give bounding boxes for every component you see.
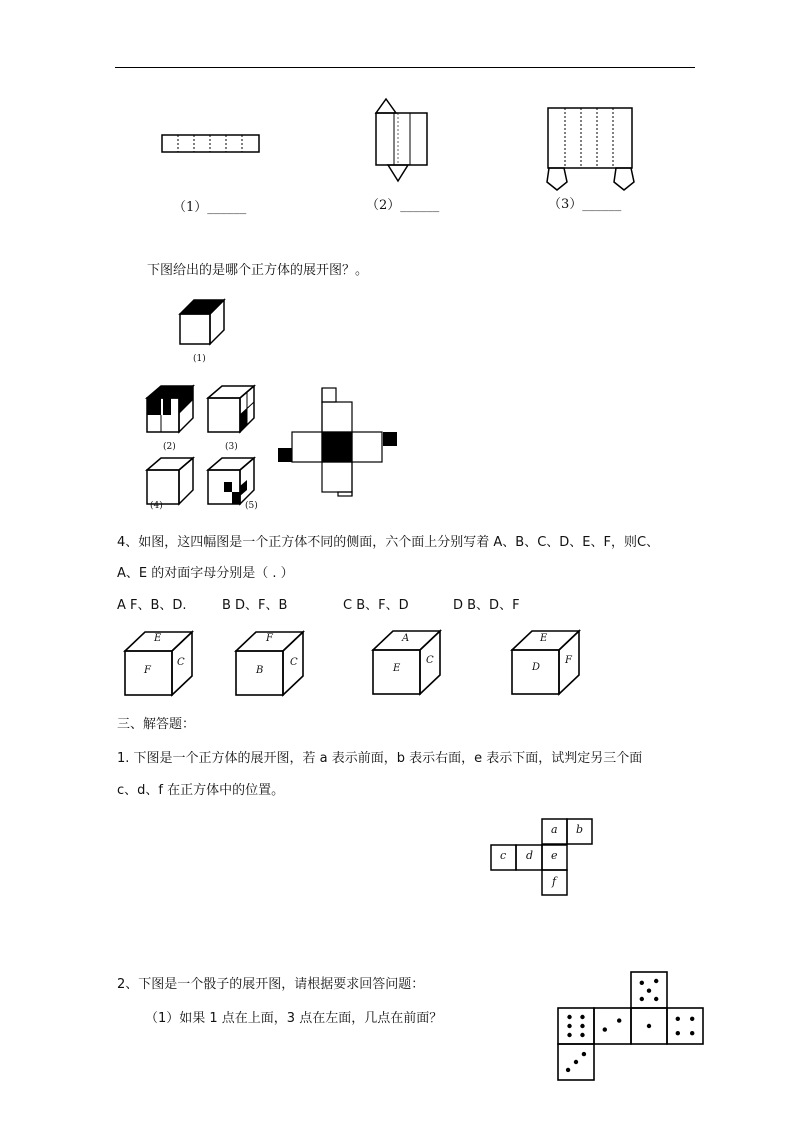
net-letter-b: b [576, 823, 584, 836]
dice-pip [690, 1017, 694, 1021]
q4-option-b: B D、F、B [222, 598, 288, 613]
letter-cube-1 [124, 631, 194, 697]
net-letter-a: a [551, 823, 558, 836]
dice-pip [580, 1015, 584, 1019]
dice-pip [567, 1033, 571, 1037]
header-rule [115, 67, 695, 68]
dice-pip [617, 1018, 621, 1022]
section3-heading: 三、解答题： [117, 717, 196, 732]
dice-pip [690, 1031, 694, 1035]
q4-line2: A、E 的对面字母分别是（ . ） [117, 566, 294, 581]
cube-label-4: (4) [150, 501, 163, 511]
cube4-right-letter: F [565, 655, 572, 666]
dice-pip [676, 1031, 680, 1035]
net-label-1: （1）______ [173, 200, 247, 215]
q4-line1: 4、如图，这四幅图是一个正方体不同的侧面，六个面上分别写着 A、B、C、D、E、F，则C、 [117, 535, 660, 550]
cube1-front-letter: F [144, 665, 151, 676]
net-letter-c: c [500, 849, 507, 862]
q4-option-d: D B、D、F [453, 598, 520, 613]
dice-pip [567, 1015, 571, 1019]
cube-label-5: (5) [245, 501, 258, 511]
net-letter-f: f [552, 875, 557, 888]
dice-pip [580, 1033, 584, 1037]
cube1-right-letter: C [177, 657, 185, 668]
cube4-front-letter: D [532, 662, 541, 673]
q4-option-c: C B、F、D [343, 598, 409, 613]
cross-net [276, 386, 401, 498]
q2-line1: 2、下图是一个骰子的展开图，请根据要求回答问题： [117, 977, 425, 992]
cube3-front-letter: E [393, 663, 401, 674]
net-figure-3 [545, 106, 637, 192]
net-label-3: （3）______ [548, 197, 622, 212]
cube1-top-letter: E [154, 633, 162, 644]
dice-pip [640, 981, 644, 985]
dice-pip [566, 1068, 570, 1072]
dice-pip [574, 1060, 578, 1064]
letter-cube-2 [235, 631, 305, 697]
cube2-right-letter: C [290, 657, 298, 668]
net-letter-d: d [526, 849, 534, 862]
dice-net [557, 971, 705, 1083]
cube-2 [145, 384, 197, 436]
q4-option-a: A F、B、D. [117, 598, 187, 613]
letter-cube-4 [511, 630, 581, 696]
cube2-top-letter: F [266, 633, 273, 644]
dice-pip [647, 1024, 651, 1028]
dice-pip [580, 1024, 584, 1028]
q1-line1: 1. 下图是一个正方体的展开图，若 a 表示前面，b 表示右面，e 表示下面，试判定另三个面 [117, 751, 643, 766]
dice-pip [647, 989, 651, 993]
net-letter-e: e [551, 849, 558, 862]
dice-pip [654, 979, 658, 983]
cube2-front-letter: B [256, 665, 264, 676]
net-figure-1 [160, 133, 262, 155]
cube4-top-letter: E [540, 633, 548, 644]
cube3-right-letter: C [426, 655, 434, 666]
q1-line2: c、d、f 在正方体中的位置。 [117, 783, 285, 798]
cube-label-3: (3) [225, 442, 238, 452]
cube-label-1: (1) [193, 354, 206, 364]
cube-3 [206, 384, 258, 436]
cube-net-prompt: 下图给出的是哪个正方体的展开图？。 [147, 263, 369, 278]
dice-pip [676, 1017, 680, 1021]
q2-sub1: （1）如果 1 点在上面，3 点在左面，几点在前面？ [145, 1011, 443, 1026]
net-label-2: （2）______ [366, 198, 440, 213]
cube3-top-letter: A [402, 633, 410, 644]
letter-cube-3 [372, 630, 442, 696]
cube-1 [178, 298, 228, 348]
dice-pip [640, 997, 644, 1001]
letter-net [490, 818, 596, 898]
dice-pip [582, 1052, 586, 1056]
cube-label-2: (2) [163, 442, 176, 452]
dice-pip [603, 1027, 607, 1031]
net-figure-2 [374, 97, 430, 183]
dice-pip [567, 1024, 571, 1028]
dice-pip [654, 997, 658, 1001]
